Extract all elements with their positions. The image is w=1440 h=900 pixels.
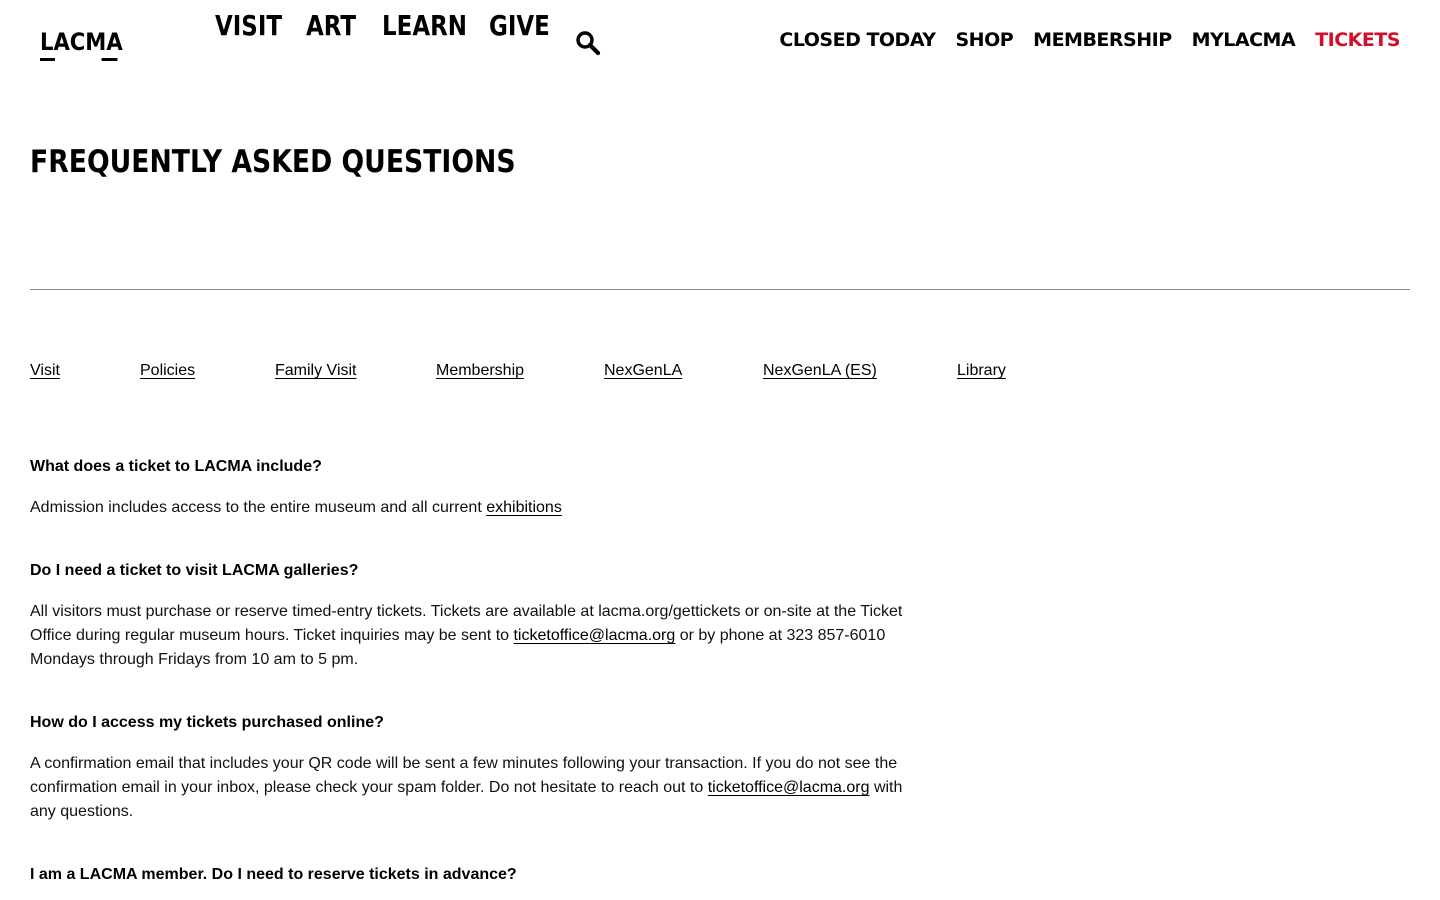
faq-answer	[30, 600, 930, 672]
faq-item	[30, 864, 930, 886]
subnav-membership[interactable]: Membership	[436, 362, 525, 379]
faq-item	[30, 712, 930, 824]
logo-underline-left	[40, 58, 55, 61]
subnav-nexgenla[interactable]: NexGenLA	[604, 362, 683, 379]
nav-learn[interactable]: LEARN	[382, 9, 467, 42]
faq-question: What does a ticket to LACMA include?	[30, 458, 322, 475]
utility-nav	[779, 28, 1400, 52]
tickets-link[interactable]: TICKETS	[1315, 29, 1400, 51]
ticketoffice-email-link[interactable]: ticketoffice@lacma.org	[707, 779, 870, 796]
mylacma-link[interactable]: MYLACMA	[1191, 29, 1296, 51]
nav-art[interactable]: ART	[306, 9, 357, 42]
nav-give[interactable]: GIVE	[489, 9, 550, 42]
subnav-visit[interactable]: Visit	[30, 362, 60, 379]
faq-answer	[30, 752, 930, 824]
faq-answer-text: with any questions.	[30, 779, 903, 820]
faq-question: Do I need a ticket to visit LACMA galleries?	[30, 562, 359, 579]
section-divider	[30, 289, 1410, 290]
faq-answer-text: Admission includes access to the entire museum and all current	[30, 499, 487, 516]
subnav-nexgenla-es[interactable]: NexGenLA (ES)	[763, 362, 877, 379]
shop-link[interactable]: SHOP	[955, 29, 1014, 51]
page-title: FREQUENTLY ASKED QUESTIONS	[30, 144, 516, 180]
faq-question: I am a LACMA member. Do I need to reserve tickets in advance?	[30, 866, 517, 883]
faq-item	[30, 456, 930, 520]
faq-item	[30, 560, 930, 672]
exhibitions-link[interactable]: exhibitions	[486, 499, 562, 516]
faq-answer	[30, 496, 930, 520]
museum-status[interactable]: CLOSED TODAY	[779, 29, 936, 51]
site-header	[0, 0, 1440, 90]
membership-link[interactable]: MEMBERSHIP	[1033, 29, 1172, 51]
lacma-logo[interactable]	[40, 28, 123, 56]
subnav-library[interactable]: Library	[957, 362, 1006, 379]
search-icon[interactable]	[575, 30, 601, 56]
faq-answer-text: or by phone at 323 857-6010 Mondays through Fridays from 10 am to 5 pm.	[30, 627, 886, 668]
logo-underline-right	[102, 58, 118, 61]
subnav-policies[interactable]: Policies	[140, 362, 196, 379]
nav-visit[interactable]: VISIT	[215, 9, 283, 42]
logo-text: LACMA	[40, 28, 123, 56]
ticketoffice-email-link[interactable]: ticketoffice@lacma.org	[513, 627, 676, 644]
faq-answer-text: A confirmation email that includes your QR code will be sent a few minutes following your transaction. If you do not see the confirmation email in your inbox, please check your spam folder. Do not hesitate to reach out to	[30, 755, 898, 796]
faq-answer-text: All visitors must purchase or reserve timed-entry tickets. Tickets are available at lacma.org/gettickets or on-site at the Ticket Office during regular museum hours. Ticket inquiries may be sent to	[30, 603, 903, 644]
faq-question: How do I access my tickets purchased online?	[30, 714, 384, 731]
subnav-family-visit[interactable]: Family Visit	[275, 362, 357, 379]
